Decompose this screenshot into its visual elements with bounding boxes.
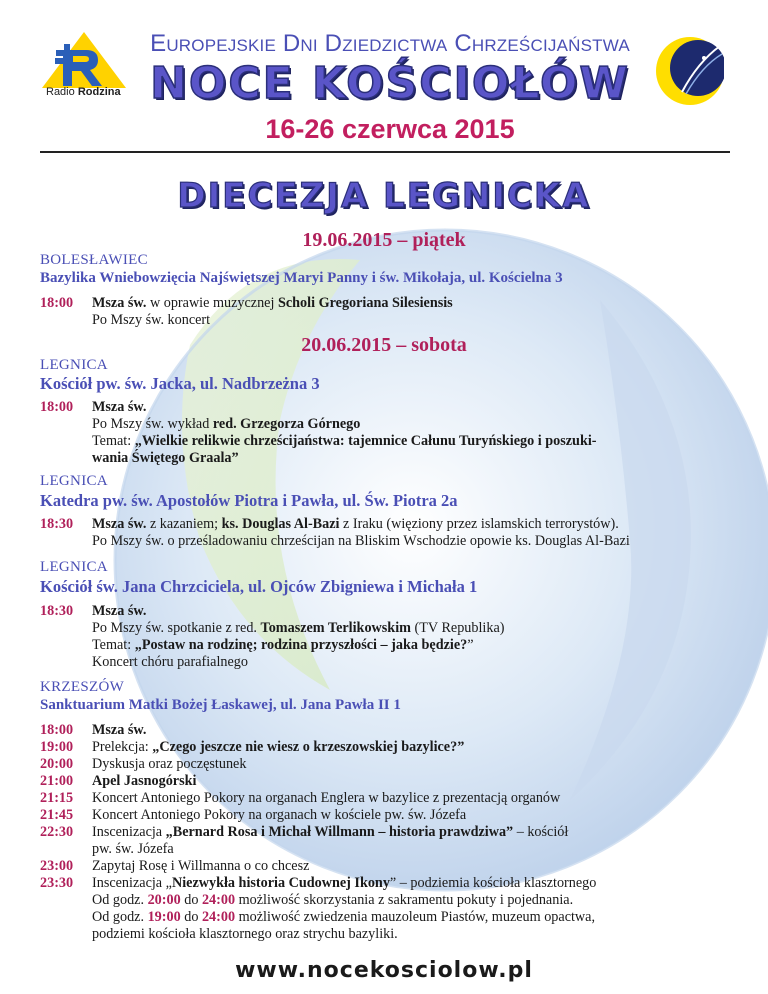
schedule-text-part: Tomaszem Terlikowskim	[260, 620, 411, 636]
schedule-time: 21:00	[40, 773, 74, 789]
schedule-text-part: Niezwykła historia Cudownej Ikony	[171, 875, 390, 891]
event-city: LEGNICA	[40, 559, 108, 575]
schedule-text	[92, 654, 248, 671]
schedule-text-part: z Iraku (więziony przez islamskich terrorystów).	[339, 516, 619, 532]
header-divider	[40, 151, 730, 153]
event-title: NOCE KOŚCIOŁÓW	[150, 58, 630, 109]
schedule-text-part: 24:00	[201, 892, 236, 908]
schedule-text	[92, 875, 596, 892]
schedule-text	[92, 756, 246, 773]
schedule-text-part: 24:00	[201, 909, 236, 925]
schedule-text-part: „Czego jeszcze nie wiesz o krzeszowskiej bazylice?”	[152, 739, 465, 755]
schedule-text-part: Koncert Antoniego Pokory na organach w kościele pw. św. Józefa	[92, 807, 467, 823]
schedule-text-part: Po Mszy św. spotkanie z red.	[92, 620, 261, 636]
schedule-time: 18:30	[40, 516, 74, 532]
schedule-text	[92, 824, 568, 841]
day-heading: 19.06.2015 – piątek	[302, 229, 466, 251]
schedule-text-part: Zapytaj Rosę i Willmanna o co chcesz	[92, 858, 310, 874]
schedule-text-part: (TV Republika)	[410, 620, 505, 636]
schedule-time: 18:00	[40, 722, 74, 738]
schedule-text-part: Scholi Gregoriana Silesiensis	[277, 295, 453, 311]
schedule-text-part: Prelekcja:	[92, 739, 153, 755]
schedule-text-part: do	[180, 892, 202, 908]
schedule-text-part: ks. Douglas Al-Bazi	[221, 516, 340, 532]
schedule-time: 21:15	[40, 790, 74, 806]
moon-logo	[652, 32, 724, 110]
schedule-text-part: Dyskusja oraz poczęstunek	[92, 756, 247, 772]
schedule-text	[92, 637, 474, 654]
schedule-text-part: z kazaniem;	[146, 516, 222, 532]
event-city: LEGNICA	[40, 473, 108, 489]
schedule-time: 18:00	[40, 399, 74, 415]
schedule-time: 18:30	[40, 603, 74, 619]
schedule-text	[92, 416, 360, 433]
schedule-text	[92, 312, 210, 329]
schedule-text-part: 20:00	[147, 892, 181, 908]
schedule-text-part: Koncert chóru parafialnego	[92, 654, 248, 670]
schedule-text-part: Apel Jasnogórski	[92, 773, 197, 789]
schedule-text-part: 19:00	[147, 909, 181, 925]
schedule-text	[92, 620, 504, 637]
schedule-text-part: możliwość zwiedzenia mauzoleum Piastów, muzeum opactwa,	[235, 909, 596, 925]
schedule-time: 23:30	[40, 875, 74, 891]
event-church: Bazylika Wniebowzięcia Najświętszej Maryi Panny i św. Mikołaja, ul. Kościelna 3	[40, 270, 563, 286]
schedule-text-part: Msza św.	[92, 399, 147, 415]
schedule-text	[92, 533, 630, 550]
schedule-text	[92, 433, 597, 450]
event-church: Katedra pw. św. Apostołów Piotra i Pawła, ul. Św. Piotra 2a	[40, 491, 458, 510]
schedule-text	[92, 450, 239, 467]
schedule-time: 18:00	[40, 295, 74, 311]
event-church: Kościół św. Jana Chrzciciela, ul. Ojców Zbigniewa i Michała 1	[40, 577, 478, 596]
event-city: LEGNICA	[40, 357, 108, 373]
schedule-text-part: Inscenizacja „	[92, 875, 172, 891]
schedule-time: 23:00	[40, 858, 74, 874]
schedule-time: 20:00	[40, 756, 74, 772]
schedule-text-part: „Wielkie relikwie chrześcijaństwa: tajemnice Całunu Turyńskiego i poszuki-	[134, 433, 597, 449]
event-church: Sanktuarium Matki Bożej Łaskawej, ul. Jana Pawła II 1	[40, 697, 401, 713]
schedule-text	[92, 603, 146, 620]
event-dates: 16-26 czerwca 2015	[265, 114, 515, 144]
schedule-text-part: Msza św.	[92, 722, 147, 738]
schedule-time: 22:30	[40, 824, 74, 840]
schedule-text	[92, 516, 619, 533]
schedule-text	[92, 295, 453, 312]
event-city: BOLESŁAWIEC	[40, 252, 148, 268]
event-series-subtitle: Europejskie Dni Dziedzictwa Chrześcijaństwa	[150, 30, 630, 57]
schedule-text-part: w oprawie muzycznej	[146, 295, 278, 311]
schedule-text	[92, 773, 196, 790]
schedule-text-part: red. Grzegorza Górnego	[212, 416, 361, 432]
schedule-text-part: Temat:	[92, 433, 135, 449]
schedule-text-part: Po Mszy św. o prześladowaniu chrześcijan na Bliskim Wschodzie opowie ks. Douglas Al-Bazi	[92, 533, 630, 549]
website-url: www.nocekosciolow.pl	[235, 958, 533, 983]
schedule-text-part: wania Świętego Graala”	[92, 450, 239, 466]
schedule-text	[92, 858, 309, 875]
moon-logo-icon	[652, 32, 724, 110]
schedule-text	[92, 926, 398, 943]
schedule-text	[92, 841, 174, 858]
schedule-text	[92, 790, 560, 807]
schedule-text-part: Po Mszy św. wykład	[92, 416, 213, 432]
schedule-time: 21:45	[40, 807, 74, 823]
schedule-text	[92, 399, 146, 416]
schedule-text	[92, 807, 466, 824]
schedule-text-part: Koncert Antoniego Pokory na organach Englera w bazylice z prezentacją organów	[92, 790, 561, 806]
schedule-text-part: Msza św.	[92, 603, 147, 619]
schedule-text-part: – kościół	[513, 824, 569, 840]
schedule-text-part: Msza św.	[92, 516, 147, 532]
schedule-text-part: „Bernard Rosa i Michał Willmann – historia prawdziwa”	[165, 824, 514, 840]
schedule-text-part: Po Mszy św. koncert	[92, 312, 211, 328]
schedule-time: 19:00	[40, 739, 74, 755]
radio-rodzina-logo	[38, 30, 130, 104]
radio-rodzina-icon	[38, 30, 130, 90]
schedule-text-part: ”	[467, 637, 474, 653]
schedule-text-part: ” – podziemia kościoła klasztornego	[389, 875, 597, 891]
schedule-text	[92, 892, 573, 909]
event-city: KRZESZÓW	[40, 679, 125, 695]
radio-rodzina-label: Radio Rodzina	[46, 86, 121, 98]
schedule-text	[92, 909, 595, 926]
schedule-text-part: „Postaw na rodzinę; rodzina przyszłości – jaka będzie?	[134, 637, 468, 653]
schedule-text-part: Od godz.	[92, 892, 148, 908]
schedule-text-part: możliwość skorzystania z sakramentu pokuty i pojednania.	[235, 892, 574, 908]
schedule-text-part: do	[180, 909, 202, 925]
schedule-text-part: Inscenizacja	[92, 824, 166, 840]
schedule-text	[92, 722, 146, 739]
diocese-title: DIECEZJA LEGNICKA	[177, 176, 591, 216]
schedule-text-part: Od godz.	[92, 909, 148, 925]
day-heading: 20.06.2015 – sobota	[301, 334, 467, 356]
schedule-text	[92, 739, 464, 756]
schedule-text-part: pw. św. Józefa	[92, 841, 174, 857]
event-church: Kościół pw. św. Jacka, ul. Nadbrzeżna 3	[40, 374, 320, 393]
schedule-text-part: Msza św.	[92, 295, 147, 311]
schedule-text-part: podziemi kościoła klasztornego oraz strychu bazyliki.	[92, 926, 398, 942]
schedule-text-part: Temat:	[92, 637, 135, 653]
